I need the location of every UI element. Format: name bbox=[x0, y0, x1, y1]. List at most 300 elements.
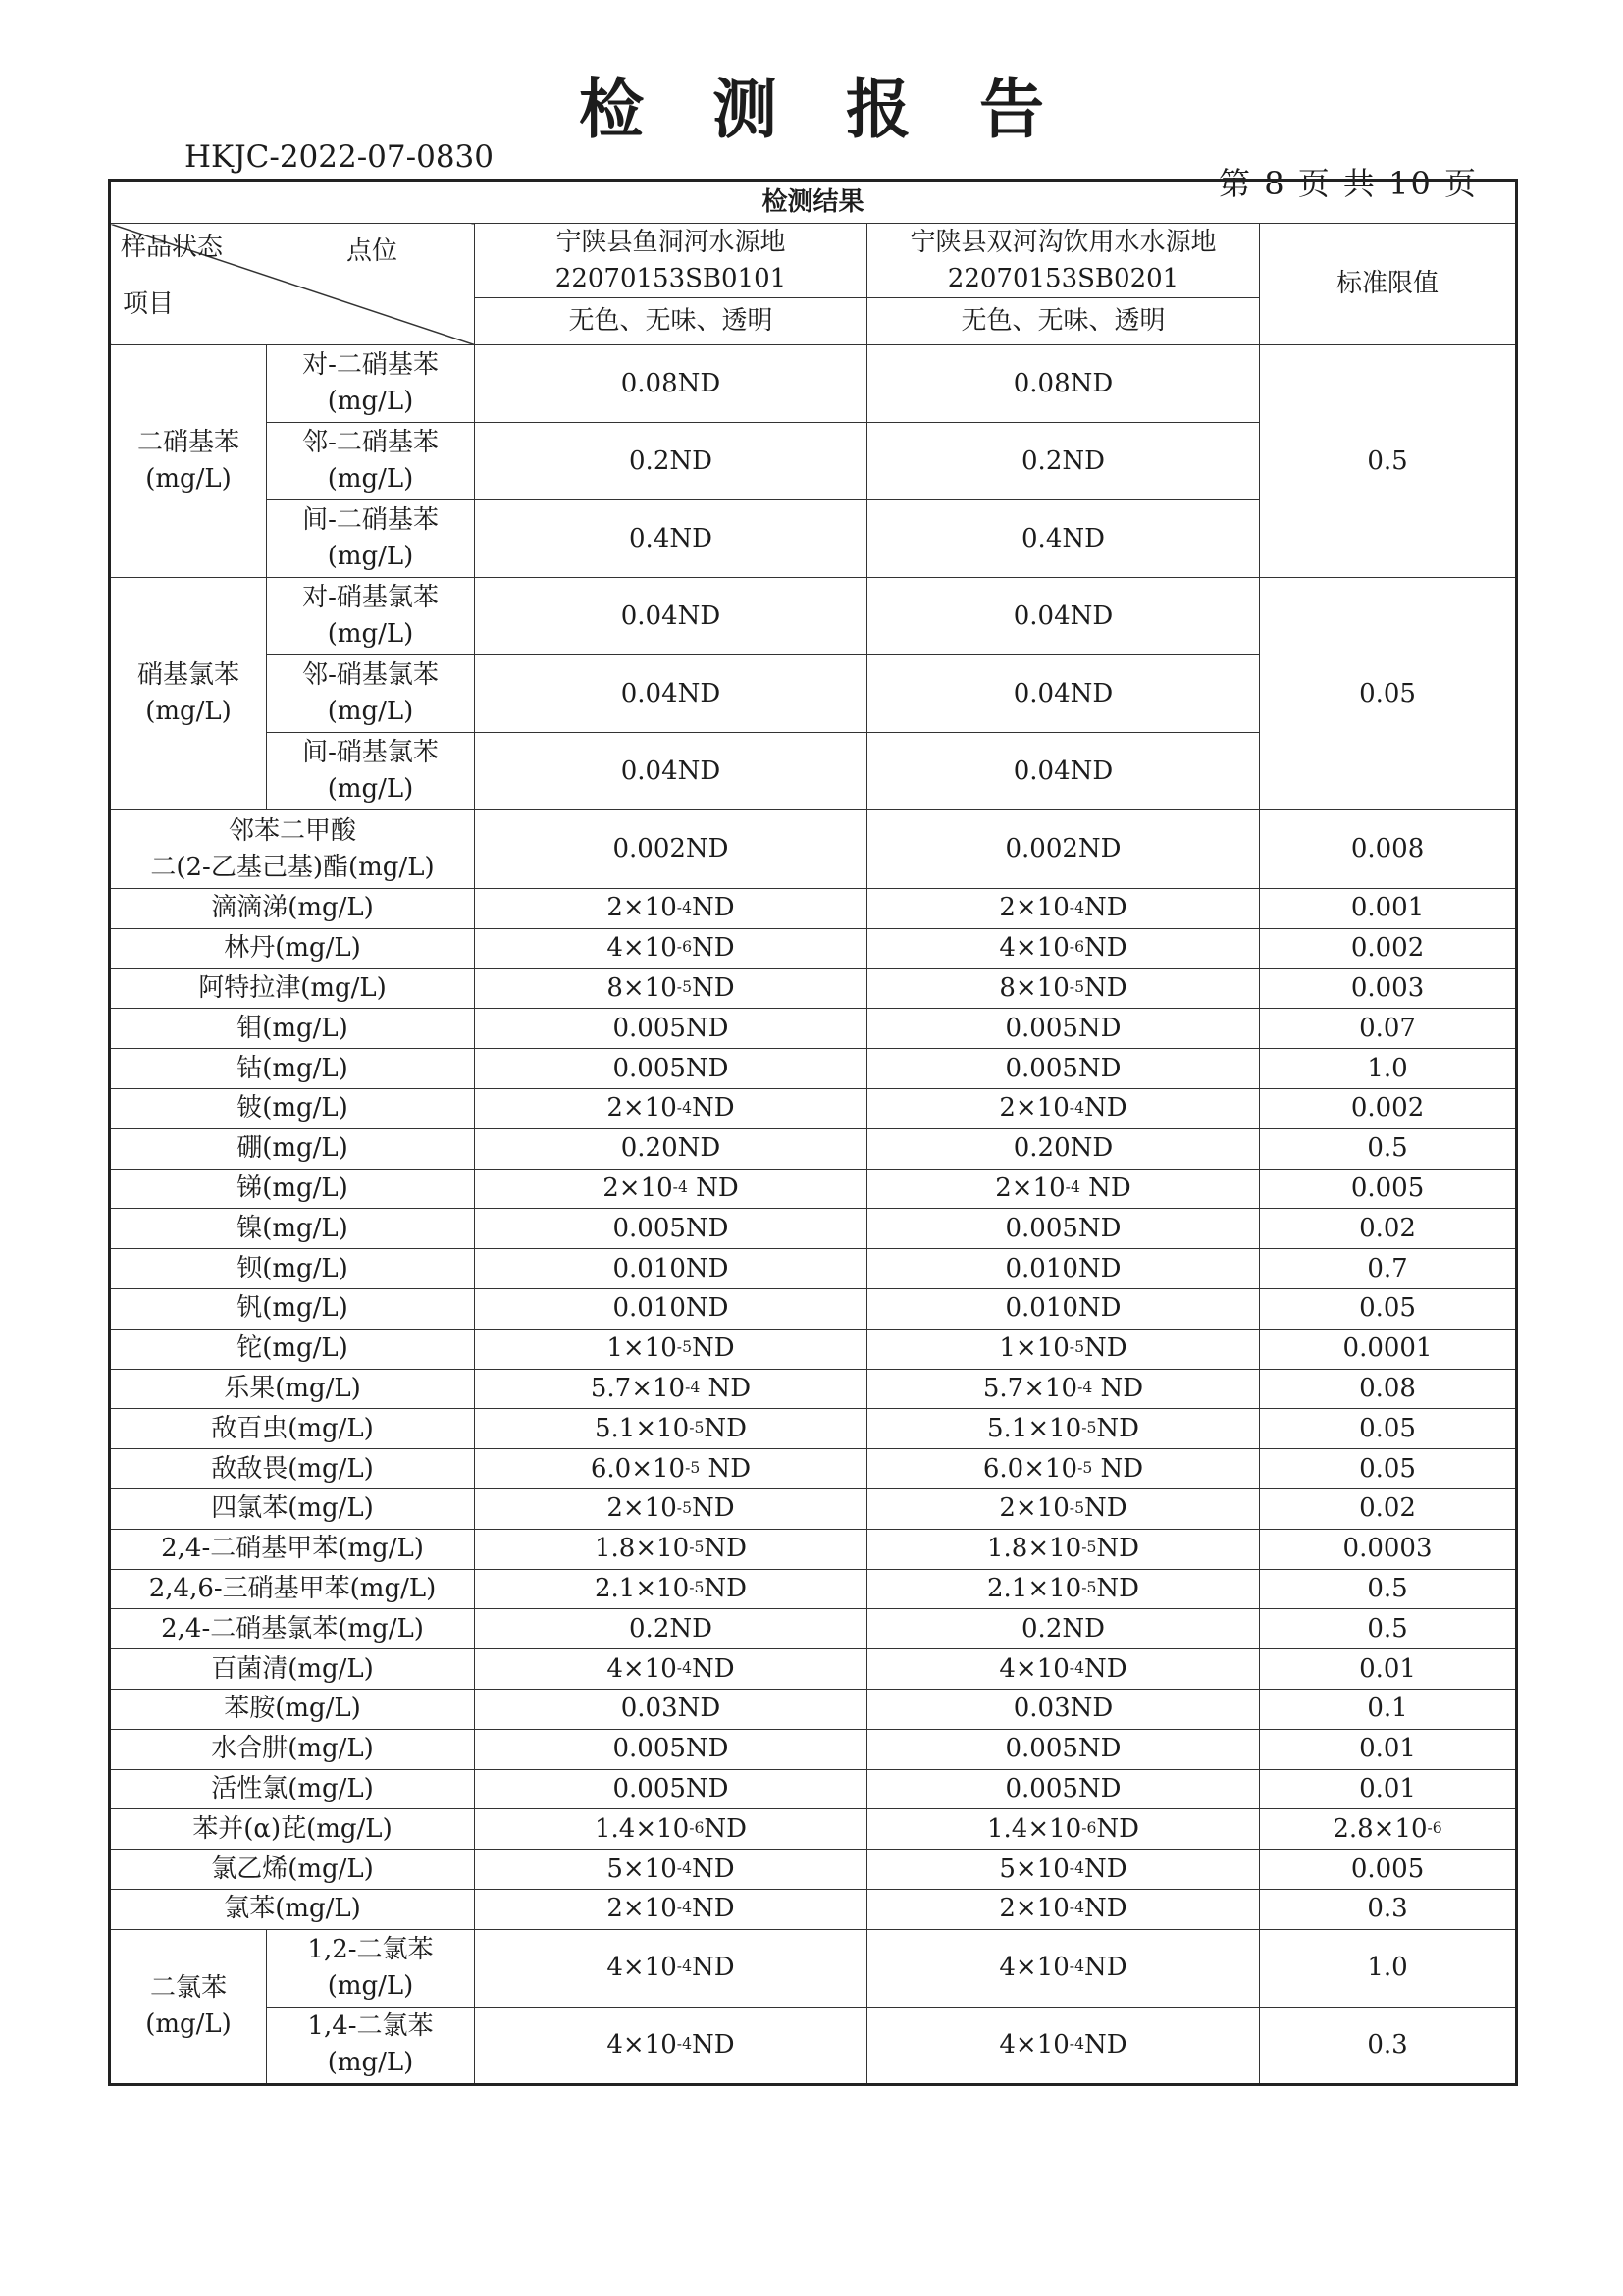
dinitrobenzene-value-site2: 0.4ND bbox=[867, 500, 1260, 578]
table-row bbox=[110, 1209, 1517, 1249]
item-name: 钴(mg/L) bbox=[110, 1049, 475, 1089]
value-site1-text: $2\times 10^{-4}ND$ bbox=[606, 1093, 735, 1123]
nitrochlorobenzene-group-label bbox=[110, 578, 267, 810]
limit-value bbox=[1260, 1369, 1517, 1409]
limit-value-text: 0.1 bbox=[1367, 1694, 1408, 1724]
dinitrobenzene-value-site2: 0.08ND bbox=[867, 345, 1260, 423]
value-site2-text-exponent: -5 bbox=[1069, 978, 1084, 997]
item-name: 阿特拉津(mg/L) bbox=[110, 968, 475, 1009]
value-site2 bbox=[867, 1809, 1260, 1850]
table-row bbox=[110, 1249, 1517, 1289]
value-site2-text: $2\times 10^{-4}ND$ bbox=[999, 1894, 1127, 1924]
nitrochlorobenzene-sub-item-name: 邻-硝基氯苯 bbox=[302, 660, 439, 691]
table-row bbox=[110, 1369, 1517, 1409]
value-site2 bbox=[867, 1128, 1260, 1169]
value-site2-text: 0.005ND bbox=[1005, 1213, 1122, 1243]
limit-value-text: 0.01 bbox=[1359, 1773, 1416, 1803]
value-site1 bbox=[475, 1049, 867, 1089]
value-site1-text-exponent: -4 bbox=[672, 1178, 688, 1197]
limit-value-text: 0.003 bbox=[1350, 973, 1425, 1004]
limit-value bbox=[1260, 1049, 1517, 1089]
value-site2 bbox=[867, 1889, 1260, 1929]
value-site2-text: 0.2ND bbox=[1021, 1613, 1105, 1644]
value-site2 bbox=[867, 1169, 1260, 1209]
value-site1-text: 0.005ND bbox=[612, 1734, 729, 1764]
value-site1-text-exponent: -5 bbox=[689, 1539, 705, 1557]
table-row bbox=[110, 928, 1517, 968]
results-table bbox=[108, 179, 1518, 2086]
item-name: 活性氯(mg/L) bbox=[110, 1769, 475, 1809]
value-site1 bbox=[475, 1128, 867, 1169]
table-row bbox=[110, 1609, 1517, 1649]
item-name: 硼(mg/L) bbox=[110, 1128, 475, 1169]
value-site2 bbox=[867, 1009, 1260, 1049]
value-site1 bbox=[475, 1329, 867, 1369]
nitrochlorobenzene-value-site1: 0.04ND bbox=[475, 655, 867, 733]
table-row bbox=[110, 1569, 1517, 1609]
value-site1-text: $1.4\times 10^{-6}ND$ bbox=[594, 1813, 748, 1844]
value-site1-text: $1\times 10^{-5}ND$ bbox=[606, 1333, 735, 1364]
table-row bbox=[110, 1809, 1517, 1850]
limit-value bbox=[1260, 1569, 1517, 1609]
dichlorobenzene-value-site2 bbox=[867, 1929, 1260, 2007]
dichlorobenzene-value-site1 bbox=[475, 2007, 867, 2084]
value-site2 bbox=[867, 1569, 1260, 1609]
item-name: 钒(mg/L) bbox=[110, 1288, 475, 1329]
dichlorobenzene-sub-item bbox=[267, 2007, 475, 2084]
dinitrobenzene-sub-item-unit: (mg/L) bbox=[327, 387, 414, 416]
value-site1-text-exponent: -5 bbox=[689, 1418, 705, 1436]
value-site2 bbox=[867, 1249, 1260, 1289]
value-site2 bbox=[867, 1729, 1260, 1769]
limit-value-text: 0.08 bbox=[1359, 1374, 1416, 1403]
limit-value bbox=[1260, 968, 1517, 1009]
value-site2-text: $1\times 10^{-5}ND$ bbox=[999, 1333, 1127, 1364]
value-site1 bbox=[475, 1369, 867, 1409]
nitrochlorobenzene-value-site2: 0.04ND bbox=[867, 733, 1260, 810]
value-site1-text: $4\times 10^{-4}ND$ bbox=[606, 1653, 735, 1684]
value-site2-text-exponent: -4 bbox=[1069, 1899, 1084, 1917]
value-site2 bbox=[867, 1529, 1260, 1569]
value-site2-text: $6.0\times 10^{-5}$ ND bbox=[982, 1453, 1144, 1484]
value-site2 bbox=[867, 1288, 1260, 1329]
value-site2-text-exponent: -5 bbox=[1069, 1338, 1084, 1357]
item-label: 项目 bbox=[123, 289, 175, 320]
limit-value-text: 0.7 bbox=[1367, 1253, 1408, 1283]
item-name: 2,4,6-三硝基甲苯(mg/L) bbox=[110, 1569, 475, 1609]
nitrochlorobenzene-limit: 0.05 bbox=[1260, 578, 1517, 810]
value-site1 bbox=[475, 1729, 867, 1769]
value-site1 bbox=[475, 1169, 867, 1209]
value-site1-text-exponent: -6 bbox=[676, 938, 692, 957]
value-site1 bbox=[475, 1689, 867, 1729]
limit-value-text: 0.005 bbox=[1350, 1853, 1425, 1884]
value-site1 bbox=[475, 1449, 867, 1489]
limit-value bbox=[1260, 1329, 1517, 1369]
value-site2-text: $1.4\times 10^{-6}ND$ bbox=[986, 1813, 1140, 1844]
nitrochlorobenzene-sub-item-unit: (mg/L) bbox=[327, 619, 414, 649]
limit-value-text: 0.01 bbox=[1359, 1653, 1416, 1684]
dichlorobenzene-limit: 0.3 bbox=[1260, 2007, 1517, 2084]
item-name: 钼(mg/L) bbox=[110, 1009, 475, 1049]
dinitrobenzene-group-label-unit: (mg/L) bbox=[145, 464, 232, 494]
value-site2-text: $2\times 10^{-4}ND$ bbox=[999, 1093, 1127, 1123]
dinitrobenzene-value-site2: 0.2ND bbox=[867, 423, 1260, 500]
value-site2 bbox=[867, 1649, 1260, 1690]
dehp-item bbox=[110, 810, 475, 889]
item-name: 镍(mg/L) bbox=[110, 1209, 475, 1249]
value-site2 bbox=[867, 1769, 1260, 1809]
limit-value bbox=[1260, 1769, 1517, 1809]
value-site1-text-exponent: -6 bbox=[689, 1818, 705, 1837]
value-site1-text: $5\times 10^{-4}ND$ bbox=[606, 1853, 735, 1884]
site1-header bbox=[475, 224, 867, 298]
value-site1-text: 0.005ND bbox=[612, 1053, 729, 1083]
value-site1-text: 0.005ND bbox=[612, 1013, 729, 1043]
value-site1 bbox=[475, 1288, 867, 1329]
table-row bbox=[110, 1729, 1517, 1769]
value-site1 bbox=[475, 1769, 867, 1809]
dichlorobenzene-sub-item-unit: (mg/L) bbox=[327, 1970, 414, 2001]
value-site1 bbox=[475, 1529, 867, 1569]
limit-value-text: 0.0003 bbox=[1342, 1534, 1433, 1564]
report-title: 检测报告 bbox=[579, 72, 1113, 147]
dinitrobenzene-value-site1: 0.08ND bbox=[475, 345, 867, 423]
value-site1 bbox=[475, 1809, 867, 1850]
value-site1-text-exponent: -5 bbox=[676, 978, 692, 997]
value-site2 bbox=[867, 928, 1260, 968]
item-name: 苯并(α)芘(mg/L) bbox=[110, 1809, 475, 1850]
value-site1-text: $1.8\times 10^{-5}ND$ bbox=[594, 1534, 748, 1564]
value-site2 bbox=[867, 889, 1260, 929]
value-site2-text-exponent: -4 bbox=[1069, 1658, 1084, 1677]
limit-value-text: 0.5 bbox=[1367, 1613, 1408, 1644]
value-site2 bbox=[867, 968, 1260, 1009]
nitrochlorobenzene-sub-item-unit: (mg/L) bbox=[327, 697, 414, 726]
dinitrobenzene-sub-item-name: 间-二硝基苯 bbox=[302, 505, 439, 536]
value-site2-text: $4\times 10^{-6}ND$ bbox=[999, 933, 1127, 964]
dichlorobenzene-value-site2-text: $4\times 10^{-4}ND$ bbox=[999, 2029, 1127, 2060]
dehp-line1: 邻苯二甲酸 bbox=[228, 815, 356, 846]
limit-value bbox=[1260, 1169, 1517, 1209]
item-name: 乐果(mg/L) bbox=[110, 1369, 475, 1409]
dichlorobenzene-value-site1-text-exponent: -4 bbox=[676, 1957, 692, 1976]
limit-value-text: 0.3 bbox=[1367, 1894, 1408, 1924]
value-site2-text: $2\times 10^{-5}ND$ bbox=[999, 1493, 1127, 1524]
nitrochlorobenzene-sub-item-name: 对-硝基氯苯 bbox=[302, 583, 439, 613]
nitrochlorobenzene-value-site1: 0.04ND bbox=[475, 733, 867, 810]
value-site2 bbox=[867, 1329, 1260, 1369]
value-site1 bbox=[475, 1088, 867, 1128]
value-site2-text: 0.010ND bbox=[1005, 1293, 1122, 1324]
value-site1-text-exponent: -4 bbox=[676, 898, 692, 916]
table-row bbox=[110, 1329, 1517, 1369]
table-row bbox=[110, 1409, 1517, 1449]
value-site2-text: $4\times 10^{-4}ND$ bbox=[999, 1653, 1127, 1684]
dichlorobenzene-group-label-name: 二氯苯 bbox=[149, 1972, 227, 2003]
value-site1-text-exponent: -5 bbox=[689, 1579, 705, 1597]
table-row bbox=[110, 1288, 1517, 1329]
limit-value-text: 0.002 bbox=[1350, 933, 1425, 964]
value-site2-text: $1.8\times 10^{-5}ND$ bbox=[986, 1534, 1140, 1564]
nitrochlorobenzene-sub-item-unit: (mg/L) bbox=[327, 774, 414, 804]
dehp-value-site1: 0.002ND bbox=[475, 810, 867, 889]
nitrochlorobenzene-group-label-unit: (mg/L) bbox=[145, 697, 232, 726]
header-diagonal-cell bbox=[110, 224, 475, 345]
site1-code: 22070153SB0101 bbox=[554, 263, 787, 293]
limit-value bbox=[1260, 1288, 1517, 1329]
limit-value-text: 0.5 bbox=[1367, 1133, 1408, 1164]
table-row bbox=[110, 1889, 1517, 1929]
dehp-value-site2: 0.002ND bbox=[867, 810, 1260, 889]
limit-value bbox=[1260, 1689, 1517, 1729]
value-site2-text-exponent: -5 bbox=[1081, 1579, 1097, 1597]
table-row bbox=[110, 1689, 1517, 1729]
value-site2-text: 0.005ND bbox=[1005, 1053, 1122, 1083]
item-name: 百菌清(mg/L) bbox=[110, 1649, 475, 1690]
limit-value-text: 0.02 bbox=[1359, 1493, 1416, 1524]
value-site1-text: $5.7\times 10^{-4}$ ND bbox=[590, 1374, 752, 1403]
report-number: HKJC-2022-07-0830 bbox=[184, 139, 494, 175]
dinitrobenzene-row bbox=[110, 345, 1517, 423]
value-site1-text: $2.1\times 10^{-5}ND$ bbox=[594, 1573, 748, 1603]
value-site1 bbox=[475, 1889, 867, 1929]
limit-value bbox=[1260, 1889, 1517, 1929]
value-site1-text-exponent: -4 bbox=[676, 1658, 692, 1677]
dinitrobenzene-group-label bbox=[110, 345, 267, 578]
limit-value-text: 0.05 bbox=[1359, 1413, 1416, 1443]
limit-value-text: 0.07 bbox=[1359, 1013, 1416, 1043]
value-site2-text: $8\times 10^{-5}ND$ bbox=[999, 973, 1127, 1004]
value-site2 bbox=[867, 1488, 1260, 1529]
value-site1-text: $2\times 10^{-5}ND$ bbox=[606, 1493, 735, 1524]
dichlorobenzene-value-site1-text: $4\times 10^{-4}ND$ bbox=[606, 2029, 735, 2060]
table-row bbox=[110, 1088, 1517, 1128]
item-name: 钡(mg/L) bbox=[110, 1249, 475, 1289]
item-name: 锑(mg/L) bbox=[110, 1169, 475, 1209]
limit-value bbox=[1260, 1649, 1517, 1690]
limit-value-text: 0.5 bbox=[1367, 1573, 1408, 1603]
dichlorobenzene-value-site2 bbox=[867, 2007, 1260, 2084]
table-row bbox=[110, 1850, 1517, 1890]
item-name: 铍(mg/L) bbox=[110, 1088, 475, 1128]
page-info: 第 8 页 共 10 页 bbox=[1219, 165, 1478, 202]
limit-value bbox=[1260, 1209, 1517, 1249]
value-site1-text-exponent: -5 bbox=[685, 1458, 701, 1477]
value-site1-text: $4\times 10^{-6}ND$ bbox=[606, 933, 735, 964]
dichlorobenzene-sub-item-name: 1,2-二氯苯 bbox=[307, 1934, 434, 1964]
value-site1 bbox=[475, 968, 867, 1009]
dinitrobenzene-sub-item bbox=[267, 345, 475, 423]
value-site2 bbox=[867, 1609, 1260, 1649]
value-site1 bbox=[475, 1649, 867, 1690]
item-name: 氯乙烯(mg/L) bbox=[110, 1850, 475, 1890]
nitrochlorobenzene-sub-item-name: 间-硝基氯苯 bbox=[302, 738, 439, 768]
site1-name: 宁陕县鱼洞河水源地 bbox=[555, 227, 786, 257]
dichlorobenzene-sub-item-unit: (mg/L) bbox=[327, 2048, 414, 2078]
value-site2-text-exponent: -5 bbox=[1077, 1458, 1093, 1477]
limit-value bbox=[1260, 1850, 1517, 1890]
value-site1-text: $2\times 10^{-4}ND$ bbox=[606, 1894, 735, 1924]
limit-header: 标准限值 bbox=[1260, 224, 1517, 345]
dinitrobenzene-group-label-name: 二硝基苯 bbox=[136, 428, 239, 458]
value-site1 bbox=[475, 1009, 867, 1049]
value-site2-text: 0.005ND bbox=[1005, 1734, 1122, 1764]
value-site1-text: $8\times 10^{-5}ND$ bbox=[606, 973, 735, 1004]
value-site1 bbox=[475, 1409, 867, 1449]
dinitrobenzene-sub-item-name: 邻-二硝基苯 bbox=[302, 428, 439, 458]
value-site2 bbox=[867, 1049, 1260, 1089]
value-site1 bbox=[475, 1569, 867, 1609]
dinitrobenzene-sub-item-name: 对-二硝基苯 bbox=[302, 350, 439, 381]
dinitrobenzene-sub-item-unit: (mg/L) bbox=[327, 542, 414, 571]
nitrochlorobenzene-row bbox=[110, 578, 1517, 655]
nitrochlorobenzene-value-site2: 0.04ND bbox=[867, 578, 1260, 655]
table-row bbox=[110, 1769, 1517, 1809]
dinitrobenzene-value-site1: 0.4ND bbox=[475, 500, 867, 578]
nitrochlorobenzene-sub-item bbox=[267, 733, 475, 810]
value-site2-text: $2\times 10^{-4}$ ND bbox=[995, 1174, 1131, 1204]
limit-value bbox=[1260, 1088, 1517, 1128]
dichlorobenzene-value-site1-text-exponent: -4 bbox=[676, 2034, 692, 2053]
value-site1 bbox=[475, 1850, 867, 1890]
value-site2-text-exponent: -4 bbox=[1065, 1178, 1080, 1197]
dinitrobenzene-sub-item bbox=[267, 423, 475, 500]
dichlorobenzene-value-site1 bbox=[475, 1929, 867, 2007]
value-site1-text: 0.010ND bbox=[612, 1293, 729, 1324]
nitrochlorobenzene-sub-item bbox=[267, 655, 475, 733]
item-name: 敌敌畏(mg/L) bbox=[110, 1449, 475, 1489]
site2-name: 宁陕县双河沟饮用水水源地 bbox=[910, 227, 1217, 257]
value-site2-text-exponent: -4 bbox=[1069, 1098, 1084, 1117]
value-site2-text: 0.03ND bbox=[1013, 1694, 1114, 1724]
value-site2-text-exponent: -6 bbox=[1069, 938, 1084, 957]
sample-state-label: 样品状态 bbox=[121, 233, 224, 262]
dehp-row bbox=[110, 810, 1517, 889]
value-site1-text: 0.2ND bbox=[629, 1613, 712, 1644]
table-row bbox=[110, 1529, 1517, 1569]
table-row bbox=[110, 1128, 1517, 1169]
limit-value bbox=[1260, 1249, 1517, 1289]
limit-value-text: 0.002 bbox=[1350, 1093, 1425, 1123]
section-title: 检测结果 bbox=[110, 181, 1517, 224]
nitrochlorobenzene-value-site1: 0.04ND bbox=[475, 578, 867, 655]
value-site1-text-exponent: -4 bbox=[685, 1379, 701, 1397]
nitrochlorobenzene-sub-item bbox=[267, 578, 475, 655]
value-site2-text-exponent: -5 bbox=[1069, 1498, 1084, 1517]
dinitrobenzene-value-site1: 0.2ND bbox=[475, 423, 867, 500]
item-name: 滴滴涕(mg/L) bbox=[110, 889, 475, 929]
limit-value bbox=[1260, 1488, 1517, 1529]
limit-value bbox=[1260, 1128, 1517, 1169]
limit-value-text-exponent: -6 bbox=[1427, 1818, 1442, 1837]
value-site1-text: $6.0\times 10^{-5}$ ND bbox=[590, 1453, 752, 1484]
item-name: 苯胺(mg/L) bbox=[110, 1689, 475, 1729]
item-name: 2,4-二硝基氯苯(mg/L) bbox=[110, 1609, 475, 1649]
dichlorobenzene-limit: 1.0 bbox=[1260, 1929, 1517, 2007]
value-site2-text: 0.005ND bbox=[1005, 1773, 1122, 1803]
limit-value bbox=[1260, 1009, 1517, 1049]
dehp-line2: 二(2-乙基己基)酯(mg/L) bbox=[150, 852, 435, 882]
value-site1-text: $2\times 10^{-4}ND$ bbox=[606, 893, 735, 923]
table-row bbox=[110, 1488, 1517, 1529]
value-site1-text-exponent: -4 bbox=[676, 1899, 692, 1917]
dichlorobenzene-value-site2-text-exponent: -4 bbox=[1069, 1957, 1084, 1976]
site2-header bbox=[867, 224, 1260, 298]
value-site1-text: 0.010ND bbox=[612, 1253, 729, 1283]
value-site1 bbox=[475, 1209, 867, 1249]
value-site1-text-exponent: -4 bbox=[676, 1098, 692, 1117]
value-site2-text-exponent: -4 bbox=[1069, 898, 1084, 916]
value-site2-text: $5\times 10^{-4}ND$ bbox=[999, 1853, 1127, 1884]
value-site1 bbox=[475, 1488, 867, 1529]
dichlorobenzene-sub-item bbox=[267, 1929, 475, 2007]
value-site1-text: $5.1\times 10^{-5}ND$ bbox=[594, 1413, 748, 1443]
dichlorobenzene-row bbox=[110, 2007, 1517, 2084]
dinitrobenzene-limit: 0.5 bbox=[1260, 345, 1517, 578]
item-name: 敌百虫(mg/L) bbox=[110, 1409, 475, 1449]
dichlorobenzene-row bbox=[110, 1929, 1517, 2007]
value-site1-text-exponent: -5 bbox=[676, 1338, 692, 1357]
limit-value bbox=[1260, 1729, 1517, 1769]
dichlorobenzene-group-label-unit: (mg/L) bbox=[145, 2009, 232, 2039]
dehp-limit: 0.008 bbox=[1260, 810, 1517, 889]
value-site1-text: 0.005ND bbox=[612, 1773, 729, 1803]
limit-value-text: 0.01 bbox=[1359, 1734, 1416, 1764]
table-row bbox=[110, 1449, 1517, 1489]
table-row bbox=[110, 889, 1517, 929]
point-label: 点位 bbox=[346, 236, 398, 266]
value-site2 bbox=[867, 1209, 1260, 1249]
dichlorobenzene-value-site1-text: $4\times 10^{-4}ND$ bbox=[606, 1953, 735, 1983]
value-site2 bbox=[867, 1850, 1260, 1890]
dinitrobenzene-sub-item-unit: (mg/L) bbox=[327, 464, 414, 494]
value-site2 bbox=[867, 1449, 1260, 1489]
value-site1 bbox=[475, 889, 867, 929]
table-row bbox=[110, 1049, 1517, 1089]
limit-value bbox=[1260, 1449, 1517, 1489]
item-name: 四氯苯(mg/L) bbox=[110, 1488, 475, 1529]
value-site2 bbox=[867, 1409, 1260, 1449]
site2-code: 22070153SB0201 bbox=[947, 263, 1179, 293]
limit-value-text: 0.05 bbox=[1359, 1453, 1416, 1484]
value-site2-text-exponent: -4 bbox=[1069, 1858, 1084, 1877]
limit-value-text: 0.0001 bbox=[1342, 1333, 1433, 1364]
value-site2-text: 0.010ND bbox=[1005, 1253, 1122, 1283]
value-site2-text-exponent: -6 bbox=[1081, 1818, 1097, 1837]
value-site1-text-exponent: -5 bbox=[676, 1498, 692, 1517]
limit-value bbox=[1260, 1409, 1517, 1449]
value-site2 bbox=[867, 1369, 1260, 1409]
item-name: 铊(mg/L) bbox=[110, 1329, 475, 1369]
limit-value bbox=[1260, 1809, 1517, 1850]
table-row bbox=[110, 1169, 1517, 1209]
limit-value-text: 0.001 bbox=[1350, 893, 1425, 923]
limit-value bbox=[1260, 1609, 1517, 1649]
value-site2-text: $2\times 10^{-4}ND$ bbox=[999, 893, 1127, 923]
value-site2-text: $5.7\times 10^{-4}$ ND bbox=[982, 1374, 1144, 1403]
value-site2-text: 0.005ND bbox=[1005, 1013, 1122, 1043]
value-site1-text: $2\times 10^{-4}$ ND bbox=[602, 1174, 739, 1204]
site2-state: 无色、无味、透明 bbox=[867, 298, 1260, 345]
item-name: 水合肼(mg/L) bbox=[110, 1729, 475, 1769]
limit-value bbox=[1260, 928, 1517, 968]
limit-value-text: 1.0 bbox=[1367, 1053, 1408, 1083]
item-name: 林丹(mg/L) bbox=[110, 928, 475, 968]
limit-value-text: 0.02 bbox=[1359, 1213, 1416, 1243]
dinitrobenzene-sub-item bbox=[267, 500, 475, 578]
dichlorobenzene-sub-item-name: 1,4-二氯苯 bbox=[307, 2011, 434, 2042]
